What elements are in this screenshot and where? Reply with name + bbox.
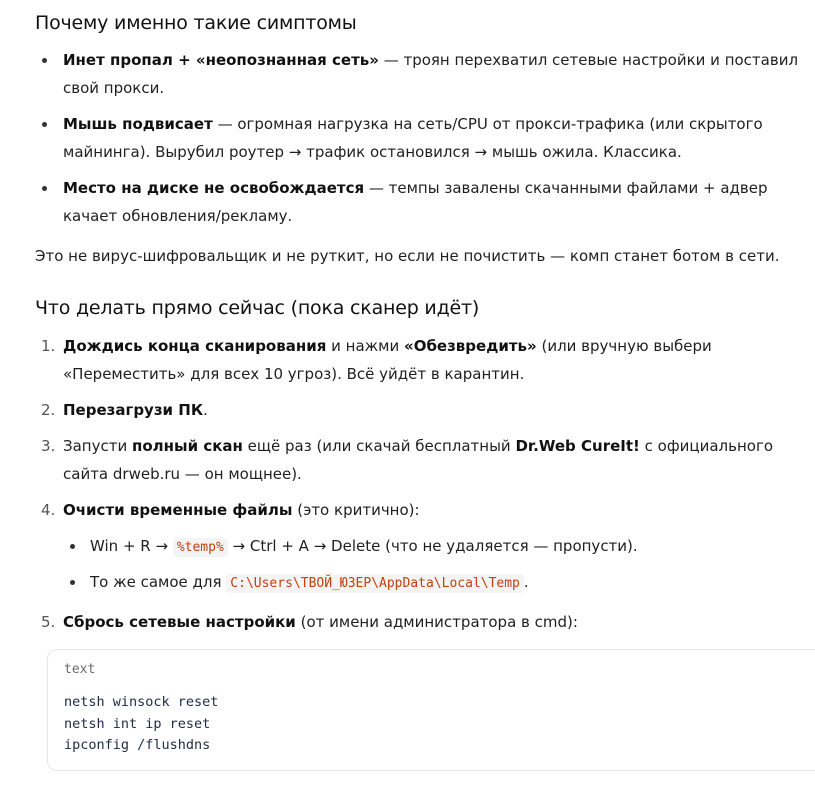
- symptom-list: [35, 46, 805, 102]
- step-number: 5.: [41, 613, 56, 631]
- list-item: Мышь подвисает — огромная нагрузка на сеть/CPU от прокси-трафика (или скрытого майнинга). Вырубил роутер → трафик остановился → мышь ожила. Классика.: [35, 110, 805, 166]
- list-item: Место на диске не освобождается — темпы завалены скачанными файлами + адвер качает обновления/рекламу.: [35, 174, 805, 230]
- bold-text: Инет пропал + «неопознанная сеть»: [63, 51, 379, 69]
- step-5: 5. Сбрось сетевые настройки (от имени администратора в cmd):: [35, 608, 805, 636]
- section-heading-symptoms: Почему именно такие симптомы: [35, 12, 357, 34]
- step-3: 3. Запусти полный скан ещё раз (или скачай бесплатный Dr.Web CureIt! с официального сайта drweb.ru — он мощнее).: [35, 432, 805, 488]
- step-4: 4. Очисти временные файлы (это критично):: [35, 496, 805, 524]
- temp-clean-substeps: [63, 532, 803, 562]
- bold-text: Место на диске не освобождается: [63, 179, 365, 197]
- symptom-list: [35, 110, 805, 166]
- step-1: 1. Дождись конца сканирования и нажми «Обезвредить» (или вручную выбери «Переместить» для всех 10 угроз). Всё уйдёт в карантин.: [35, 332, 805, 388]
- step-number: 1.: [41, 337, 56, 355]
- inline-code: %temp%: [173, 538, 228, 557]
- temp-clean-substeps: [63, 568, 803, 598]
- summary-paragraph: Это не вирус-шифровальщик и не руткит, но если не почистить — комп станет ботом в сети.: [35, 247, 780, 265]
- list-item: Инет пропал + «неопознанная сеть» — троян перехватил сетевые настройки и поставил свой прокси.: [35, 46, 805, 102]
- bold-text: Мышь подвисает: [63, 115, 213, 133]
- list-item: Win + R → %temp% → Ctrl + A → Delete (что не удаляется — пропусти).: [63, 532, 803, 562]
- step-number: 4.: [41, 501, 56, 519]
- code-language-label: text: [64, 662, 96, 677]
- code-line: netsh winsock reset: [64, 694, 219, 710]
- section-heading-actions: Что делать прямо сейчас (пока сканер идёт): [35, 297, 480, 319]
- step-number: 3.: [41, 437, 56, 455]
- symptom-list: [35, 174, 805, 230]
- list-item: То же самое для C:\Users\ТВОЙ_ЮЗЕР\AppData\Local\Temp .: [63, 568, 803, 598]
- step-number: 2.: [41, 401, 56, 419]
- step-2: 2. Перезагрузи ПК.: [35, 396, 805, 424]
- code-block[interactable]: [47, 649, 815, 771]
- code-content[interactable]: [64, 692, 218, 757]
- inline-code: C:\Users\ТВОЙ_ЮЗЕР\AppData\Local\Temp: [226, 574, 524, 593]
- code-line: netsh int ip reset: [64, 715, 211, 732]
- code-line: ipconfig /flushdns: [64, 737, 211, 753]
